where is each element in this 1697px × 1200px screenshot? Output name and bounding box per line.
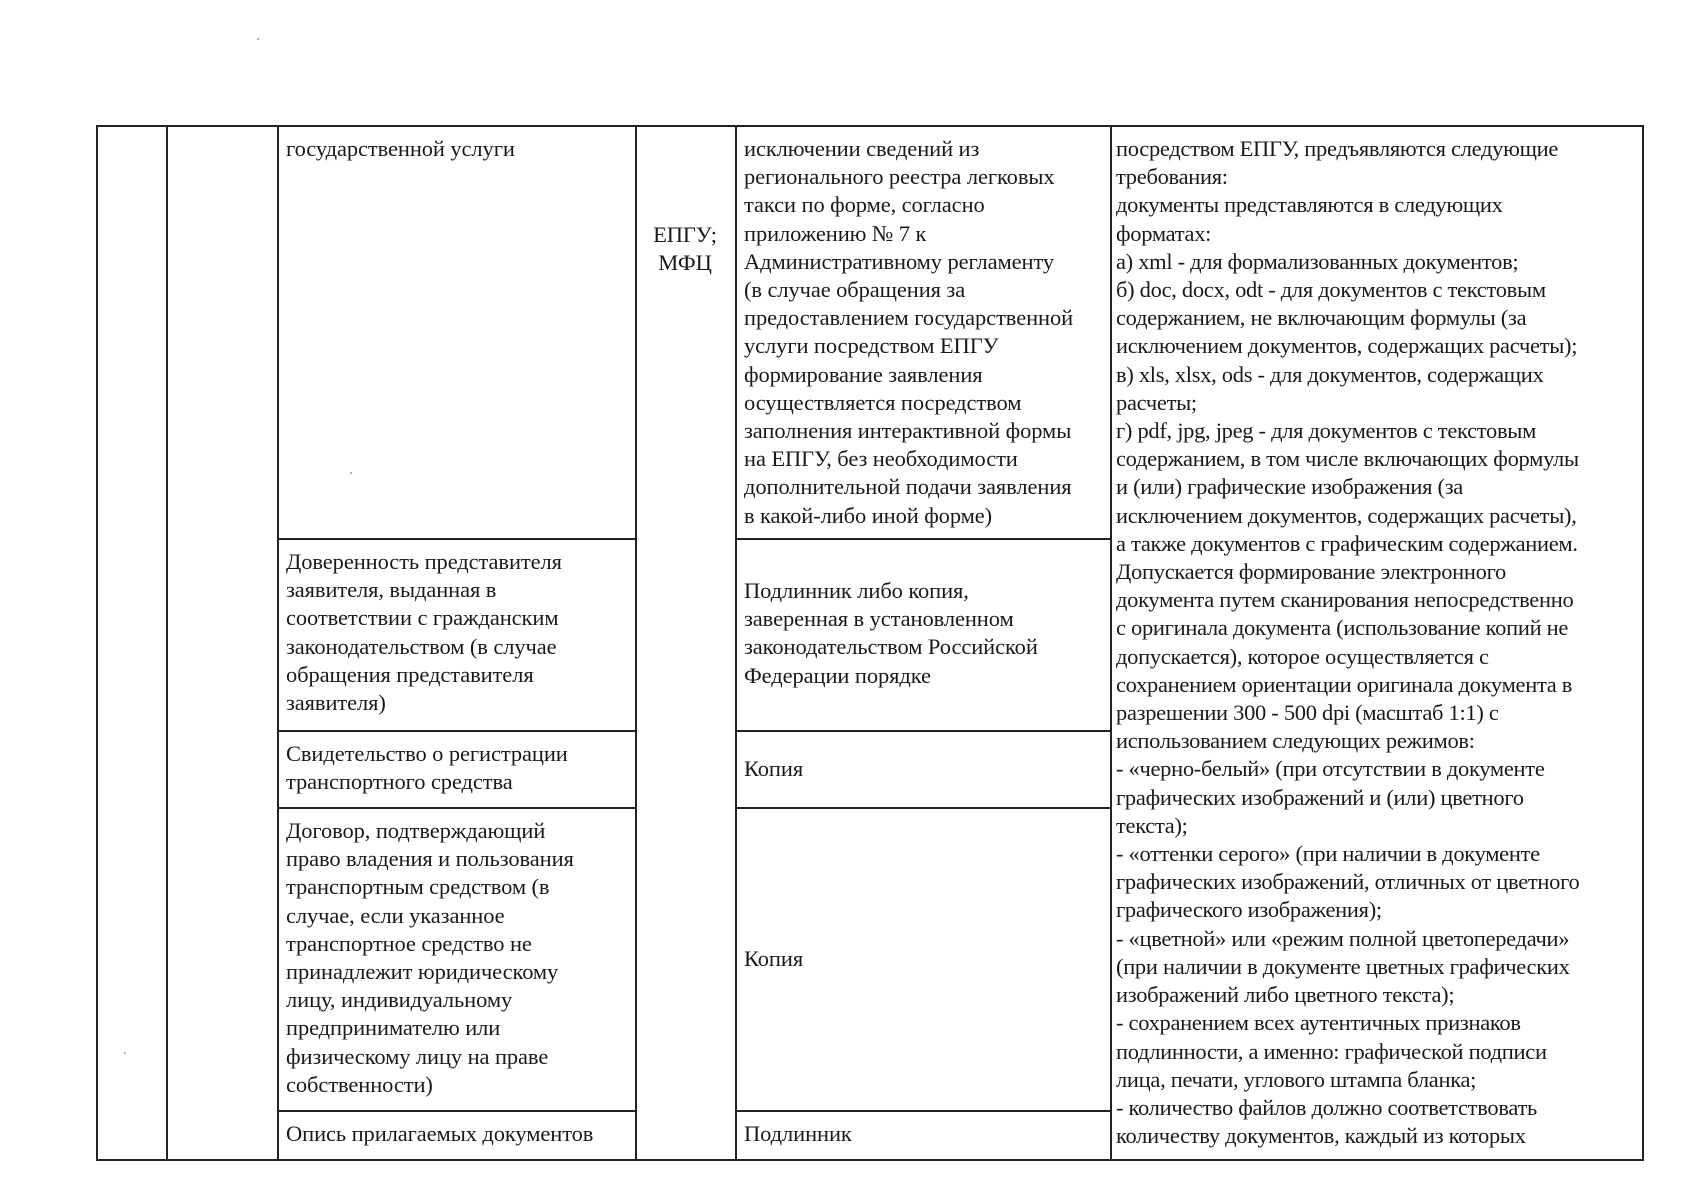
table-left-border xyxy=(96,125,98,1160)
document-name-cell: государственной услуги xyxy=(286,136,515,161)
column-divider-3 xyxy=(635,125,637,1160)
column-divider-1 xyxy=(166,125,168,1160)
document-form-cell: Подлинник либо копия, заверенная в установленном законодательством Российской Федерации порядке xyxy=(744,578,1038,688)
column-divider-4 xyxy=(735,125,737,1160)
row-divider-form-3 xyxy=(735,807,1110,809)
document-name-cell: Договор, подтверждающий право владения и пользования транспортным средством (в случае, если указанное транспортное средство не принадлежит юридическому лицу, индивидуальному предпринимателю или физическому лицу на праве собственности) xyxy=(286,818,574,1097)
document-form-cell: исключении сведений из регионального реестра легковых такси по форме, согласно приложению № 7 к Административному регламенту (в случае обращения за предоставлением государственной услуги посредством ЕПГУ формирование заявления осуществляется посредством заполнения интерактивной формы на ЕПГУ, без необходимости дополнительной подачи заявления в какой-либо иной форме) xyxy=(744,136,1074,528)
table-top-border xyxy=(96,125,1644,127)
document-name-cell: Опись прилагаемых документов xyxy=(286,1121,594,1146)
document-name-cell: Свидетельство о регистрации транспортного средства xyxy=(286,741,568,795)
document-form-cell: Копия xyxy=(744,756,804,781)
table-right-border xyxy=(1642,125,1644,1160)
column-divider-2 xyxy=(277,125,279,1160)
row-divider-doc-3 xyxy=(277,807,635,809)
row-divider-doc-1 xyxy=(277,538,635,540)
row-divider-form-2 xyxy=(735,730,1110,732)
submission-channel-cell: ЕПГУ; МФЦ xyxy=(653,222,717,276)
document-form-cell: Копия xyxy=(744,946,804,971)
scan-speck xyxy=(350,472,352,474)
row-divider-form-4 xyxy=(735,1110,1110,1112)
column-divider-5 xyxy=(1110,125,1112,1160)
requirements-table xyxy=(96,125,1644,1160)
electronic-requirements-cell: посредством ЕПГУ, предъявляются следующие требования: документы представляются в следующих форматах: а) xml - для формализованных документов; б) doc, docx, odt - для документов с текстовым содержанием, не включающим формулы (за исключением документов, содержащих расчеты); в) xls, xlsx, ods - для документов, содержащих расчеты; г) pdf, jpg, jpeg - для документов с текстовым содержанием, в том числе включающих формулы и (или) графические изображения (за исключением документов, содержащих расчеты), а также документов с графическим содержанием. Допускается формирование электронного документа путем сканирования непосредственно с оригинала документа (использование копий не допускается), которое осуществляется с сохранением ориентации оригинала документа в разрешении 300 - 500 dpi (масштаб 1:1) с использованием следующих режимов: - «черно-белый» (при отсутствии в документе графических изображений и (или) цветного текста); - «оттенки серого» (при наличии в документе графических изображений, отличных от цветного графического изображения); - «цветной» или «режим полной цветопередачи» (при наличии в документе цветных графических изображений либо цветного текста); - сохранением всех аутентичных признаков подлинности, а именно: графической подписи лица, печати, углового штампа бланка; - количество файлов должно соответствовать количеству документов, каждый из которых xyxy=(1116,136,1580,1149)
document-form-cell: Подлинник xyxy=(744,1121,852,1146)
row-divider-doc-4 xyxy=(277,1110,635,1112)
row-divider-doc-2 xyxy=(277,730,635,732)
scan-speck xyxy=(124,1052,126,1054)
scan-speck xyxy=(257,38,259,40)
document-name-cell: Доверенность представителя заявителя, выданная в соответствии с гражданским законодательством (в случае обращения представителя заявителя) xyxy=(286,549,562,716)
row-divider-form-1 xyxy=(735,538,1110,540)
table-bottom-border xyxy=(96,1159,1644,1161)
